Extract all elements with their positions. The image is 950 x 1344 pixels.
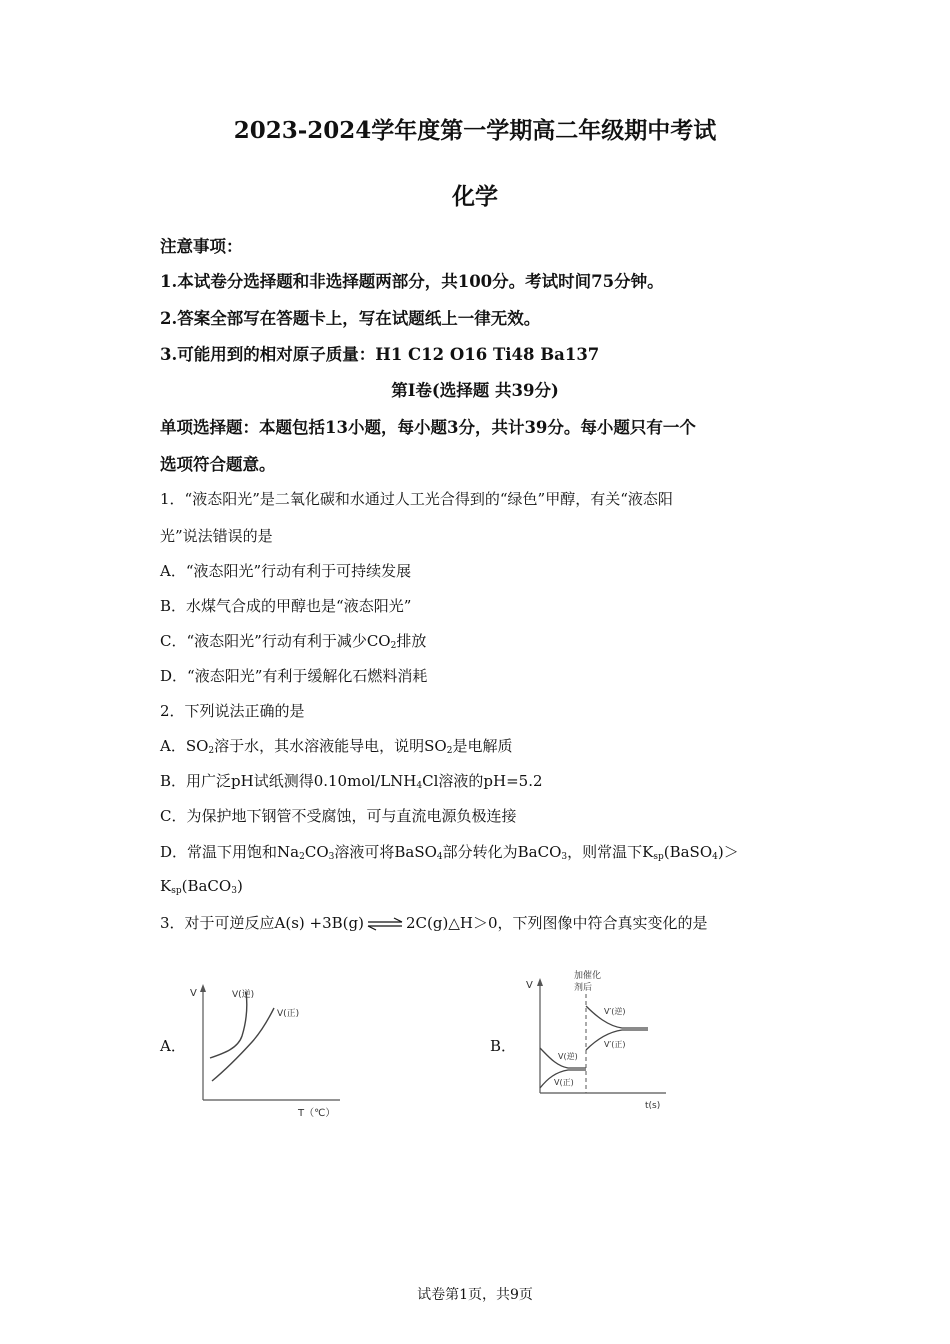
figure-a-curve-reverse-label: V(逆)	[232, 990, 255, 1000]
figure-b-left-reverse-label: V(逆)	[558, 1052, 578, 1061]
exam-title: 2023-2024学年度第一学期高二年级期中考试	[233, 117, 717, 144]
figure-a-x-label: T（℃）	[298, 1108, 336, 1119]
q2-option-b: B．用广泛pH试纸测得$0.10mol/LNH_4Cl$溶液的pH=5.2	[160, 772, 543, 791]
reversible-arrow-icon	[366, 917, 404, 931]
q2-stem: 2．下列说法正确的是	[160, 702, 305, 720]
section-instruction-line2: 选项符合题意。	[160, 455, 276, 474]
figure-a-curve-forward-label: V(正)	[277, 1009, 300, 1019]
subject-title: 化学	[452, 183, 498, 210]
figure-a-graph	[180, 978, 350, 1123]
q3-stem: 3．对于可逆反应A(s) +3B(g) 2C(g)△H＞0，下列图像中符合真实变化的是	[160, 914, 708, 932]
figure-b-right-reverse-label: V′(逆)	[604, 1007, 626, 1016]
q1-option-c: C．“液态阳光”行动有利于减少$CO_2$排放	[160, 632, 427, 651]
figure-b-annotation-line2: 剂后	[574, 983, 593, 993]
note-item-2: 2.答案全部写在答题卡上，写在试题纸上一律无效。	[160, 309, 541, 328]
q3-option-b-label: B．	[490, 1037, 517, 1055]
figure-a-curve-forward	[212, 1008, 274, 1081]
q3-option-a-label: A．	[160, 1037, 186, 1055]
figure-b-annotation-line1: 加催化	[574, 971, 602, 981]
note-item-1: 1.本试卷分选择题和非选择题两部分，共100分。考试时间75分钟。	[160, 272, 664, 291]
page-footer: 试卷第1页，共9页	[417, 1287, 533, 1303]
note-item-3: 3.可能用到的相对原子质量：H1 C12 O16 Ti48 Ba137	[160, 345, 600, 364]
q1-stem-line1: 1．“液态阳光”是二氧化碳和水通过人工光合得到的“绿色”甲醇，有关“液态阳	[160, 490, 673, 508]
q2-option-d: D．常温下用饱和$Na_2CO_3$溶液可将BaSO$_4$部分转化为BaCO$_3$，则常温下$K_{sp}(BaSO_4)>$	[160, 843, 739, 862]
figure-a-curve-reverse	[210, 992, 247, 1058]
section-instruction-line1: 单项选择题：本题包括13小题，每小题3分，共计39分。每小题只有一个	[160, 418, 696, 437]
figure-b-left-forward-label: V(正)	[554, 1078, 574, 1087]
q1-option-a: A．“液态阳光”行动有利于可持续发展	[160, 562, 412, 580]
figure-b-graph	[518, 966, 678, 1116]
figure-b-y-label: V	[526, 980, 533, 991]
q2-option-c: C．为保护地下钢管不受腐蚀，可与直流电源负极连接	[160, 807, 517, 825]
section-title: 第I卷(选择题 共39分)	[391, 381, 559, 400]
figure-b-x-label: t(s)	[645, 1101, 661, 1111]
notes-heading: 注意事项：	[160, 237, 243, 256]
q1-option-d: D．“液态阳光”有利于缓解化石燃料消耗	[160, 667, 428, 685]
q2-option-a: A．$SO_2$溶于水，其水溶液能导电，说明$SO_2$是电解质	[160, 737, 513, 756]
figure-a-y-label: V	[190, 988, 197, 999]
q2-option-d-line2: $K_{sp}(BaCO_3)$	[160, 877, 243, 896]
q1-stem-line2: 光”说法错误的是	[160, 527, 273, 545]
q1-option-b: B．水煤气合成的甲醇也是“液态阳光”	[160, 597, 412, 615]
figure-b-right-forward-label: V′(正)	[604, 1040, 626, 1049]
